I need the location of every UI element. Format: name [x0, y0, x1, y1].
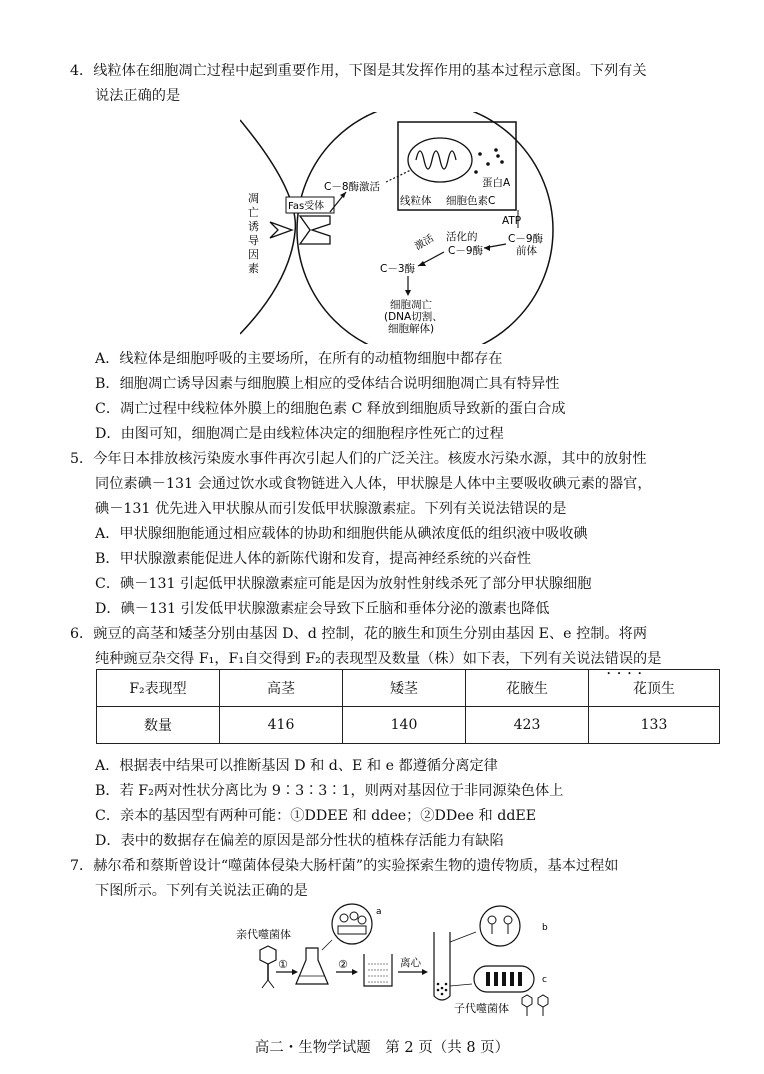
flask-icon [296, 948, 328, 984]
c8-label: C－8酶激活 [324, 181, 381, 193]
apoptosis-label-1: 细胞凋亡 [390, 299, 432, 311]
inducer-label: 凋亡诱导因素 [248, 192, 259, 275]
apoptosis-label-2: (DNA切割、 [384, 311, 443, 323]
label-b: b [542, 923, 548, 933]
q6-option-d: D．表中的数据存在偏差的原因是部分性状的植株存活能力有缺陷 [95, 833, 504, 849]
label-c: c [542, 975, 547, 985]
q5-option-d: D．碘－131 引发低甲状腺激素症会导致下丘脑和垂体分泌的激素也降低 [95, 601, 550, 617]
centrifuge-label: 离心 [400, 957, 421, 969]
q7-phage-figure [232, 902, 562, 1020]
q5-option-b: B．甲状腺激素能促进人体的新陈代谢和发育，提高神经系统的兴奋性 [95, 551, 532, 567]
table-header-cell: 高茎 [220, 670, 343, 707]
table-row [97, 707, 720, 744]
q6-stem-line2 [95, 650, 661, 668]
q6-option-b: B．若 F₂两对性状分离比为 9∶3∶3∶1，则两对基因位于非同源染色体上 [95, 783, 564, 799]
zoom-circle-a [332, 904, 372, 944]
cytc-label: 细胞色素C [446, 195, 496, 207]
fas-receptor-shape [300, 216, 330, 244]
q6-f2-table [96, 669, 720, 744]
table-cell: 423 [466, 707, 589, 744]
table-cell: 140 [343, 707, 466, 744]
page-footer: 高二・生物学试题 第 2 页（共 8 页） [254, 1040, 510, 1056]
test-tube-icon [434, 932, 450, 1000]
apoptosis-label-3: 细胞解体) [388, 323, 435, 335]
c9-precursor-label-2: 前体 [516, 245, 537, 257]
q7-stem-line1: 7．赫尔希和蔡斯曾设计“噬菌体侵染大肠杆菌”的实验探索生物的遗传物质，基本过程如 [70, 858, 619, 874]
step2-label: ② [338, 958, 348, 971]
q5-stem-line1: 5．今年日本排放核污染废水事件再次引起人们的广泛关注。核废水污染水源，其中的放射性 [70, 451, 647, 467]
offspring-phage-icons [522, 995, 548, 1016]
zoom-circle-b [480, 906, 520, 946]
c9-precursor-label-1: C－9酶 [508, 233, 544, 245]
activated-label-1: 活化的 [446, 231, 478, 243]
q6-stem-line1: 6．豌豆的高茎和矮茎分别由基因 D、d 控制，花的腋生和顶生分别由基因 E、e 控制。将两 [70, 626, 648, 642]
atp-label: ATP [502, 215, 522, 227]
activated-label-2: C－9酶 [448, 245, 484, 257]
inducer-ligand-shape [270, 222, 292, 238]
table-header-cell: 花腋生 [466, 670, 589, 707]
q6-stem-line2-text: 纯种豌豆杂交得 F₁，F₁自交得到 F₂的表现型及数量（株）如下表，下列有关说法 [95, 651, 605, 667]
label-a: a [376, 907, 382, 917]
table-cell: 133 [589, 707, 720, 744]
table-header-cell: F₂表现型 [97, 670, 220, 707]
q4-option-b: B．细胞凋亡诱导因素与细胞膜上相应的受体结合说明细胞凋亡具有特异性 [95, 376, 560, 392]
parent-phage-icon [260, 946, 276, 988]
c3-label: C－3酶 [380, 263, 416, 275]
cytochrome-dots [474, 148, 504, 174]
table-cell: 数量 [97, 707, 220, 744]
protein-a-label: 蛋白A [482, 177, 511, 189]
q6-emphasis: 错误的 • • • • [605, 651, 648, 667]
table-header-cell: 矮茎 [343, 670, 466, 707]
q4-option-c: C．凋亡过程中线粒体外膜上的细胞色素 C 释放到细胞质导致新的蛋白合成 [95, 401, 566, 417]
table-header-cell: 花顶生 [589, 670, 720, 707]
table-header-row [97, 670, 720, 707]
q5-option-a: A．甲状腺细胞能通过相应载体的协助和细胞供能从碘浓度低的组织液中吸收碘 [95, 526, 588, 542]
q4-stem-line2: 说法正确的是 [95, 88, 181, 104]
q4-option-d: D．由图可知，细胞凋亡是由线粒体决定的细胞程序性死亡的过程 [95, 426, 504, 442]
parent-phage-label: 亲代噬菌体 [236, 928, 291, 941]
table-cell: 416 [220, 707, 343, 744]
activate-label: 激活 [413, 233, 436, 253]
q5-option-c: C．碘－131 引起低甲状腺激素症可能是因为放射性射线杀死了部分甲状腺细胞 [95, 576, 592, 592]
q4-stem-line1: 4．线粒体在细胞凋亡过程中起到重要作用，下图是其发挥作用的基本过程示意图。下列有关 [70, 63, 647, 79]
q4-option-a: A．线粒体是细胞呼吸的主要场所，在所有的动植物细胞中都存在 [95, 351, 503, 367]
q4-apoptosis-figure [240, 112, 560, 344]
q6-option-c: C．亲本的基因型有两种可能：①DDEE 和 ddee；②DDee 和 ddEE [95, 808, 537, 824]
mito-label: 线粒体 [400, 195, 432, 207]
q6-stem-line2-end: 是 [647, 651, 662, 667]
q6-option-a: A．根据表中结果可以推断基因 D 和 d、E 和 e 都遵循分离定律 [95, 758, 498, 774]
q5-stem-line2: 同位素碘－131 会通过饮水或食物链进入人体，甲状腺是人体中主要吸收碘元素的器官， [95, 476, 652, 492]
step1-label: ① [278, 958, 288, 971]
fas-label: Fas受体 [288, 201, 325, 212]
q5-stem-line3: 碘－131 优先进入甲状腺从而引发低甲状腺激素症。下列有关说法错误的是 [95, 501, 567, 517]
offspring-label: 子代噬菌体 [454, 1002, 509, 1015]
q7-stem-line2: 下图所示。下列有关说法正确的是 [95, 883, 308, 899]
